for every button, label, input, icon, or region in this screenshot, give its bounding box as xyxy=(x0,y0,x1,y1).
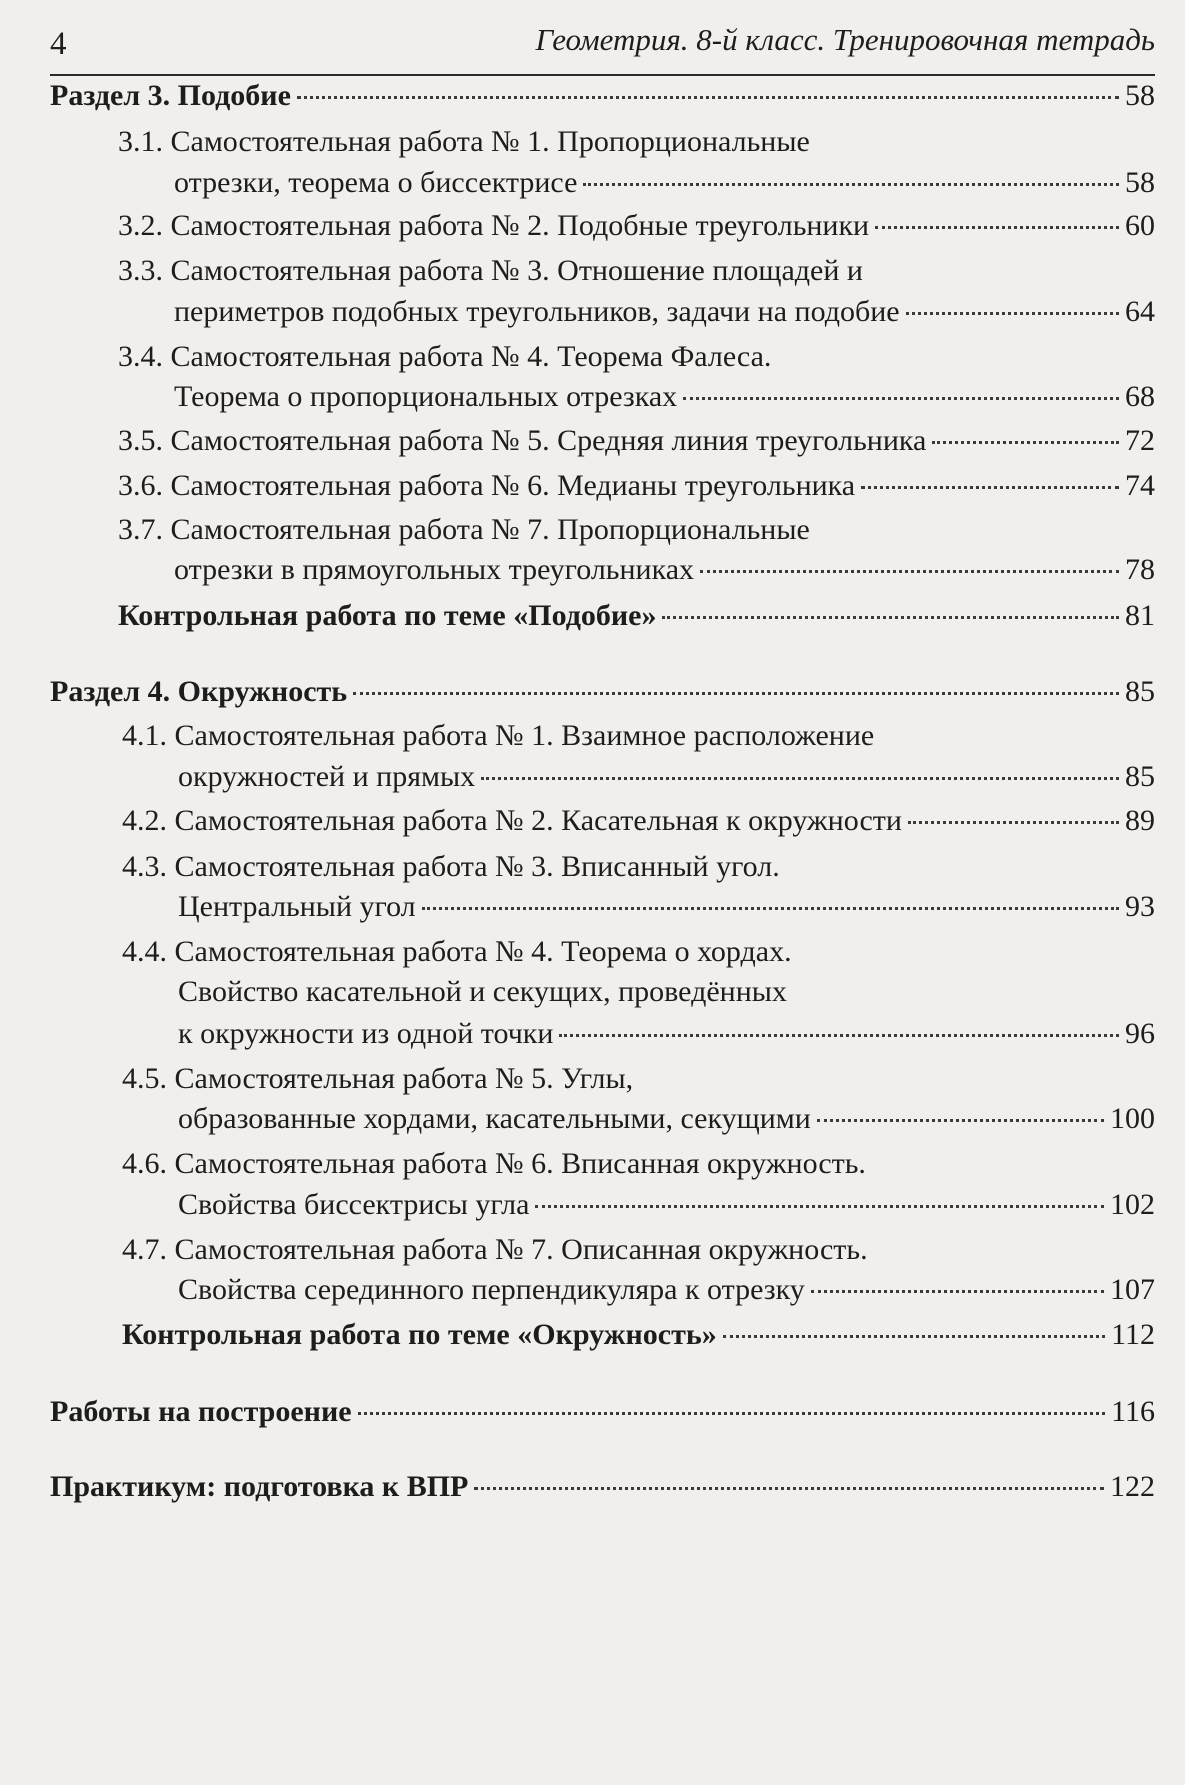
toc-page-number: 58 xyxy=(1125,79,1155,112)
toc-entry-title-continued: окружностей и прямых xyxy=(178,760,476,793)
toc-page-number: 74 xyxy=(1125,469,1155,502)
dot-leader xyxy=(817,1119,1104,1122)
toc-page-number: 107 xyxy=(1110,1273,1155,1306)
dot-leader xyxy=(358,1412,1106,1415)
toc-page-number: 78 xyxy=(1125,553,1155,586)
toc-entry-title-continued: Центральный угол xyxy=(178,890,416,923)
toc-entry-title-continued: Свойство касательной и секущих, проведённых xyxy=(178,975,787,1008)
toc-entry-title: 4.2. Самостоятельная работа № 2. Касательная к окружности xyxy=(122,804,902,837)
toc-entry-title: Раздел 4. Окружность xyxy=(50,675,348,708)
dot-leader xyxy=(662,616,1119,619)
toc-page-number: 89 xyxy=(1125,804,1155,837)
dot-leader xyxy=(683,397,1119,400)
dot-leader xyxy=(583,183,1119,186)
toc-page-number: 58 xyxy=(1125,166,1155,199)
dot-leader xyxy=(811,1290,1104,1293)
dot-leader xyxy=(353,692,1119,695)
toc-page-number: 72 xyxy=(1125,424,1155,457)
toc-entry-title: 3.2. Самостоятельная работа № 2. Подобные треугольники xyxy=(118,209,870,242)
dot-leader xyxy=(481,777,1119,780)
dot-leader xyxy=(906,312,1119,315)
dot-leader xyxy=(297,96,1119,99)
toc-entry-title: 3.6. Самостоятельная работа № 6. Медианы треугольника xyxy=(118,469,856,502)
toc-page-number: 64 xyxy=(1125,295,1155,328)
toc-page-number: 96 xyxy=(1125,1017,1155,1050)
toc-entry-title: 3.5. Самостоятельная работа № 5. Средняя линия треугольника xyxy=(118,424,927,457)
toc-page-number: 60 xyxy=(1125,209,1155,242)
toc-entry-title: 3.3. Самостоятельная работа № 3. Отношение площадей и xyxy=(118,254,863,287)
page-number: 4 xyxy=(50,26,67,62)
toc-entry-title: 4.1. Самостоятельная работа № 1. Взаимное расположение xyxy=(122,719,875,752)
toc-entry-title-continued: образованные хордами, касательными, секущими xyxy=(178,1102,811,1135)
toc-entry-title-continued: отрезки, теорема о биссектрисе xyxy=(174,166,578,199)
dot-leader xyxy=(700,570,1119,573)
toc-page-number: 93 xyxy=(1125,890,1155,923)
dot-leader xyxy=(559,1034,1119,1037)
toc-entry-title-continued: Свойства биссектрисы угла xyxy=(178,1188,530,1221)
toc-page-number: 112 xyxy=(1111,1318,1155,1351)
dot-leader xyxy=(723,1335,1105,1338)
toc-entry-title: 3.7. Самостоятельная работа № 7. Пропорциональные xyxy=(118,513,810,546)
running-title: Геометрия. 8-й класс. Тренировочная тетрадь xyxy=(535,22,1155,57)
toc-entry-title: Контрольная работа по теме «Окружность» xyxy=(122,1318,717,1351)
toc-page-number: 85 xyxy=(1125,675,1155,708)
toc-page-number: 102 xyxy=(1110,1188,1155,1221)
toc-entry-title: 3.4. Самостоятельная работа № 4. Теорема Фалеса. xyxy=(118,340,772,373)
toc-entry-title-continued: Теорема о пропорциональных отрезках xyxy=(174,380,678,413)
toc-page-number: 116 xyxy=(1111,1395,1155,1428)
toc-entry-title-continued: отрезки в прямоугольных треугольниках xyxy=(174,553,695,586)
toc-entry-title: 4.4. Самостоятельная работа № 4. Теорема о хордах. xyxy=(122,935,792,968)
dot-leader xyxy=(875,226,1119,229)
toc-entry-title: Раздел 3. Подобие xyxy=(50,79,291,112)
toc-entry-title: 3.1. Самостоятельная работа № 1. Пропорциональные xyxy=(118,125,810,158)
toc-page-number: 68 xyxy=(1125,380,1155,413)
toc-entry-title-continued: Свойства серединного перпендикуляра к отрезку xyxy=(178,1273,805,1306)
toc-page-number: 85 xyxy=(1125,760,1155,793)
dot-leader xyxy=(422,907,1119,910)
dot-leader xyxy=(861,486,1119,489)
toc-entry-title: Работы на построение xyxy=(50,1395,352,1428)
toc-page-number: 122 xyxy=(1110,1470,1155,1503)
toc-entry-title-continued: периметров подобных треугольников, задачи на подобие xyxy=(174,295,900,328)
toc-entry-title: 4.6. Самостоятельная работа № 6. Вписанная окружность. xyxy=(122,1147,866,1180)
toc-entry-title: 4.3. Самостоятельная работа № 3. Вписанный угол. xyxy=(122,850,780,883)
dot-leader xyxy=(474,1487,1104,1490)
toc-page-number: 100 xyxy=(1110,1102,1155,1135)
dot-leader xyxy=(535,1205,1104,1208)
toc-entry-title-continued: к окружности из одной точки xyxy=(178,1017,554,1050)
dot-leader xyxy=(908,821,1119,824)
toc-entry-title: Контрольная работа по теме «Подобие» xyxy=(118,599,657,632)
toc-entry-title: 4.7. Самостоятельная работа № 7. Описанная окружность. xyxy=(122,1233,868,1266)
toc-entry-title: 4.5. Самостоятельная работа № 5. Углы, xyxy=(122,1062,634,1095)
toc-page-number: 81 xyxy=(1125,599,1155,632)
dot-leader xyxy=(932,441,1119,444)
toc-entry-title: Практикум: подготовка к ВПР xyxy=(50,1470,469,1503)
